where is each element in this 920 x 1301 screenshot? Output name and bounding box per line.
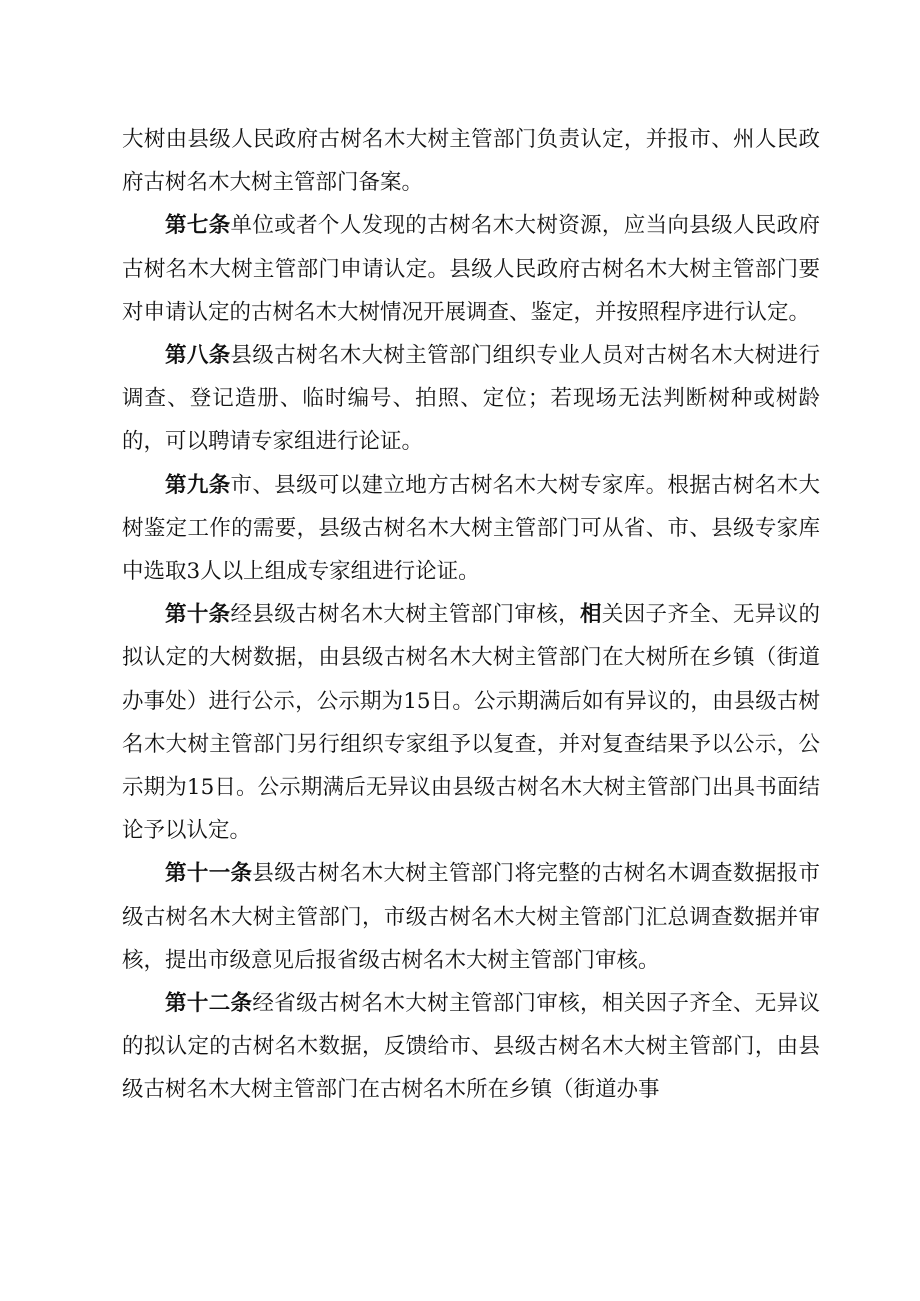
article-12 <box>122 982 820 1112</box>
article-heading: 第十一条 <box>165 861 253 887</box>
article-9 <box>122 464 820 594</box>
article-11 <box>122 852 820 982</box>
article-text: 市、县级可以建立地方古树名木大树专家库。根据古树名木大树鉴定工作的需要，县级古树名木大树主管部门可从省、市、县级专家库中选取3人以上组成专家组进行论证。 <box>122 472 820 585</box>
article-text: 经省级古树名木大树主管部门审核，相关因子齐全、无异议的拟认定的古树名木数据，反馈给市、县级古树名木大树主管部门，由县级古树名木大树主管部门在古树名木所在乡镇（街道办事 <box>122 991 820 1103</box>
article-8 <box>122 334 820 464</box>
article-heading: 第九条 <box>165 472 231 498</box>
article-text-emphasis: 相 <box>580 602 602 628</box>
article-text-before: 经县级古树名木大树主管部门审核， <box>230 602 581 628</box>
article-heading: 第十二条 <box>165 991 253 1017</box>
article-text: 县级古树名木大树主管部门组织专业人员对古树名木大树进行调查、登记造册、临时编号、拍照、定位；若现场无法判断树种或树龄的，可以聘请专家组进行论证。 <box>122 343 820 455</box>
article-heading: 第八条 <box>165 343 231 369</box>
article-text: 县级古树名木大树主管部门将完整的古树名木调查数据报市级古树名木大树主管部门，市级古树名木大树主管部门汇总调查数据并审核，提出市级意见后报省级古树名木大树主管部门审核。 <box>122 861 820 973</box>
article-10 <box>122 593 820 852</box>
article-7 <box>122 204 820 334</box>
paragraph-continuation <box>122 118 820 204</box>
article-text-after: 关因子齐全、无异议的拟认定的大树数据，由县级古树名木大树主管部门在大树所在乡镇（街道办事处）进行公示，公示期为15日。公示期满后如有异议的，由县级古树名木大树主管部门另行组织专家组予以复查，并对复查结果予以公示，公示期为15日。公示期满后无异议由县级古树名木大树主管部门出具书面结论予以认定。 <box>122 602 820 844</box>
article-heading: 第七条 <box>165 213 231 239</box>
article-heading: 第十条 <box>165 602 231 628</box>
paragraph-text: 大树由县级人民政府古树名木大树主管部门负责认定，并报市、州人民政府古树名木大树主管部门备案。 <box>122 127 820 196</box>
article-text: 单位或者个人发现的古树名木大树资源，应当向县级人民政府古树名木大树主管部门申请认定。县级人民政府古树名木大树主管部门要对申请认定的古树名木大树情况开展调查、鉴定，并按照程序进行认定。 <box>122 213 820 325</box>
